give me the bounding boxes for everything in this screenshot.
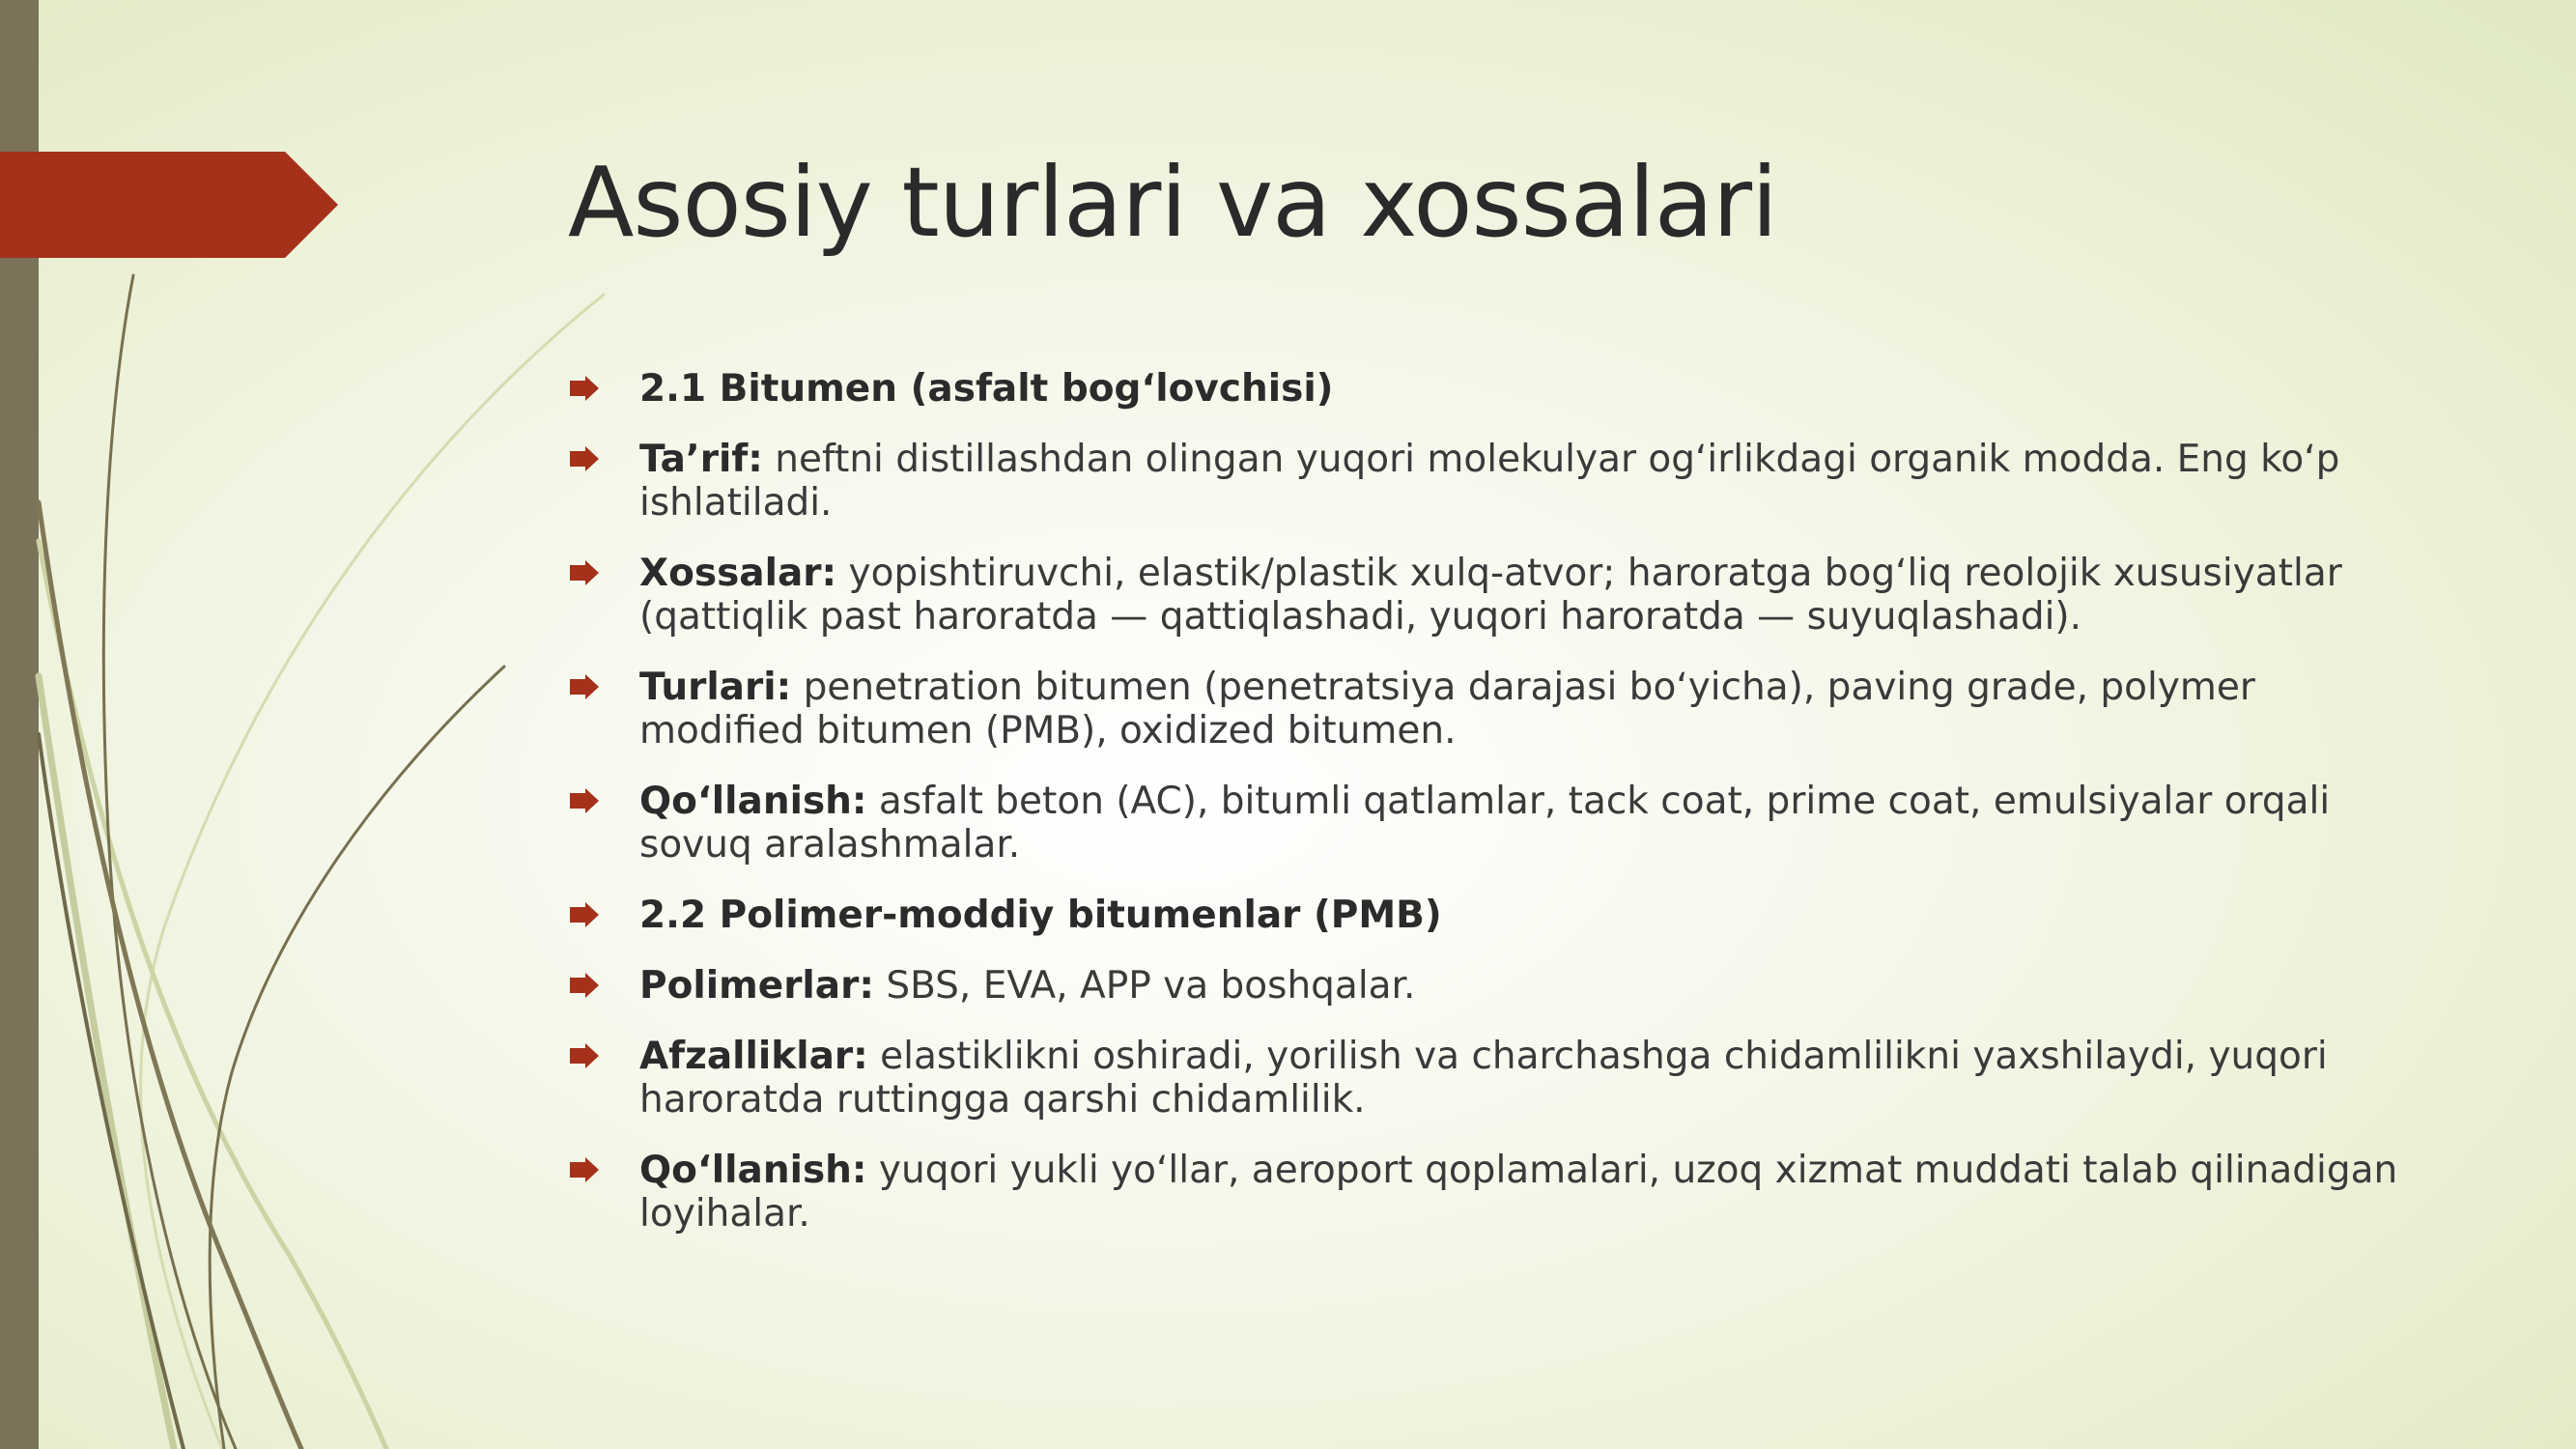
bullet-text: asfalt beton (AC), bitumli qatlamlar, tack coat, prime coat, emulsiyalar orqali sovuq aralashmalar. <box>639 780 2331 867</box>
bullet-term: Polimerlar: <box>639 964 874 1008</box>
title-accent-arrow <box>0 152 338 258</box>
bullet-item <box>568 666 2403 753</box>
bullet-item <box>568 780 2403 867</box>
bullet-text: yopishtiruvchi, elastik/plastik xulq-atvor; haroratga bog‘liq reolojik xususiyatlar (qattiqlik past haroratda — qattiqlashadi, yuqori haroratda — suyuqlashadi). <box>639 552 2342 639</box>
arrow-bullet-icon <box>570 902 599 927</box>
bullet-term: Ta’rif: <box>639 438 763 481</box>
bullet-item <box>568 1149 2403 1236</box>
section-heading: 2.2 Polimer-moddiy bitumenlar (PMB) <box>639 894 1442 937</box>
bullet-term: Afzalliklar: <box>639 1035 868 1078</box>
section-heading: 2.1 Bitumen (asfalt bog‘lovchisi) <box>639 367 1334 411</box>
arrow-bullet-icon <box>570 788 599 813</box>
bullet-list <box>568 367 2403 1263</box>
bullet-text: yuqori yukli yo‘llar, aeroport qoplamalari, uzoq xizmat muddati talab qilinadigan loyihalar. <box>639 1149 2398 1236</box>
bullet-term: Xossalar: <box>639 552 837 595</box>
bullet-term: Qo‘llanish: <box>639 780 867 823</box>
bullet-item <box>568 964 2403 1008</box>
arrow-bullet-icon <box>570 973 599 998</box>
arrow-bullet-icon <box>570 446 599 471</box>
bullet-term: Qo‘llanish: <box>639 1149 867 1192</box>
bullet-text: penetration bitumen (penetratsiya darajasi bo‘yicha), paving grade, polymer modified bitumen (PMB), oxidized bitumen. <box>639 666 2255 753</box>
bullet-item <box>568 552 2403 639</box>
bullet-item <box>568 1035 2403 1122</box>
arrow-bullet-icon <box>570 674 599 699</box>
bullet-text: SBS, EVA, APP va boshqalar. <box>873 964 1416 1008</box>
bullet-text: neftni distillashdan olingan yuqori molekulyar og‘irlikdagi organik modda. Eng ko‘p ishlatiladi. <box>639 438 2340 525</box>
bullet-text: elastiklikni oshiradi, yorilish va charchashga chidamlilikni yaxshilaydi, yuqori haroratda ruttingga qarshi chidamlilik. <box>639 1035 2328 1122</box>
arrow-bullet-icon <box>570 1043 599 1068</box>
arrow-bullet-icon <box>570 1157 599 1182</box>
arrow-bullet-icon <box>570 376 599 401</box>
bullet-item <box>568 438 2403 525</box>
arrow-bullet-icon <box>570 560 599 585</box>
stem-dark-1 <box>103 275 236 1449</box>
bullet-term: Turlari: <box>639 666 792 709</box>
slide-title: Asosiy turlari va xossalari <box>568 146 1777 259</box>
bullet-item <box>568 894 2403 937</box>
bullet-item <box>568 367 2403 411</box>
